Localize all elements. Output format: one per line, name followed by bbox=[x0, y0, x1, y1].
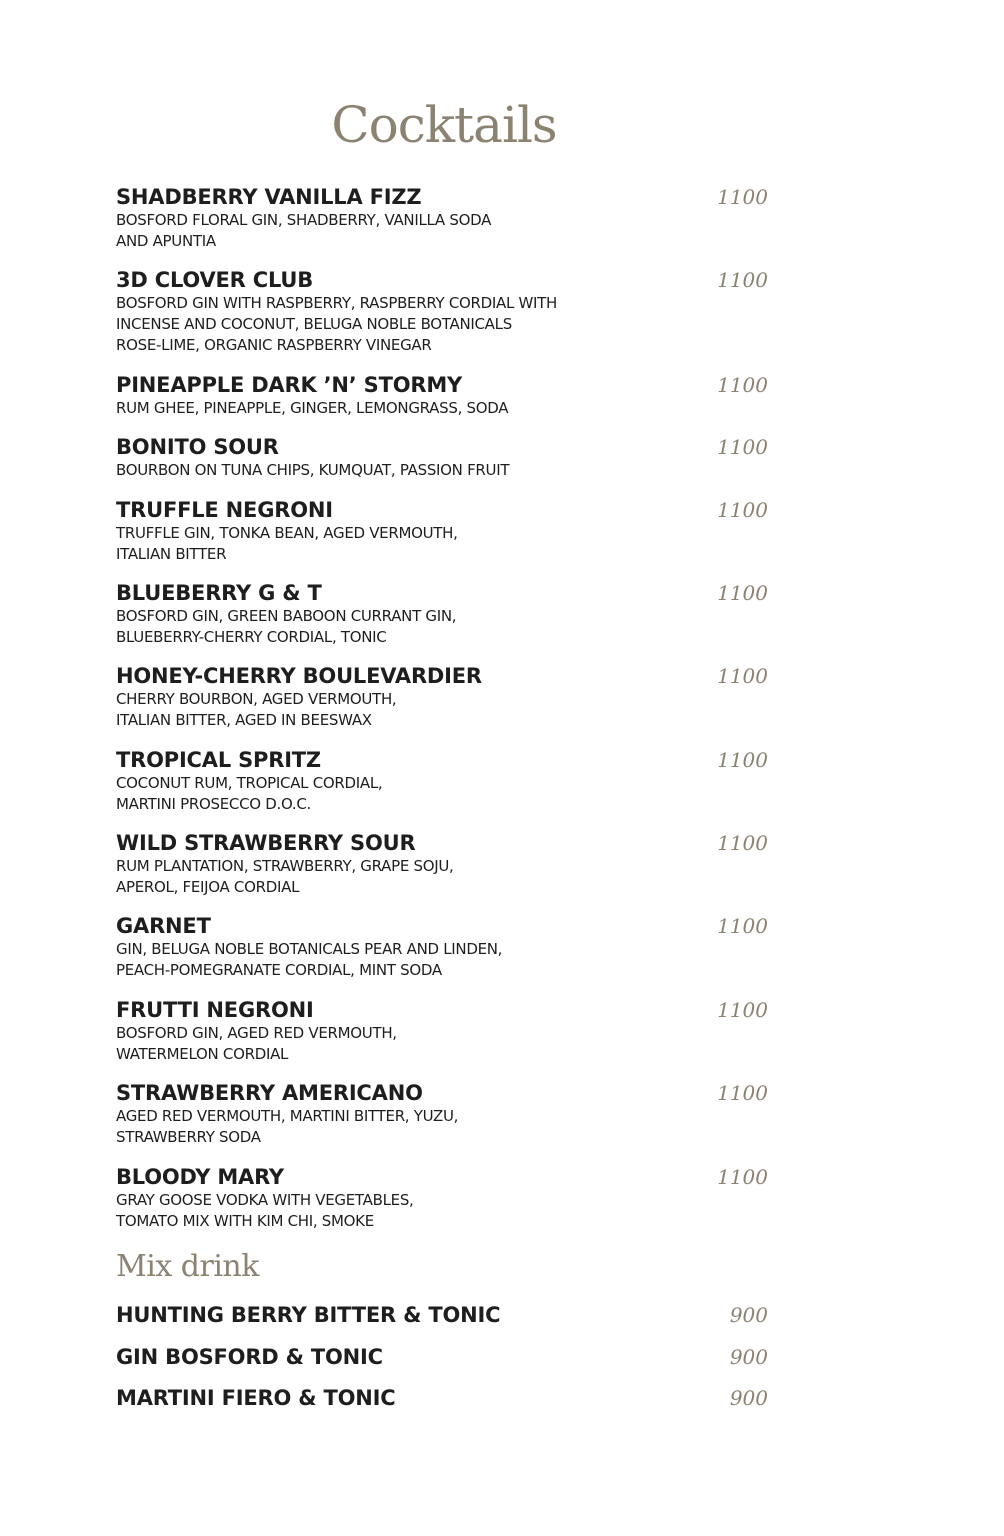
item-description: BOSFORD GIN, GREEN BABOON CURRANT GIN, BLUEBERRY-CHERRY CORDIAL, TONIC bbox=[116, 607, 457, 646]
item-price: 1100 bbox=[717, 914, 768, 938]
item-price: 900 bbox=[729, 1386, 768, 1410]
item-price: 1100 bbox=[717, 748, 768, 772]
item-price: 1100 bbox=[717, 1081, 768, 1105]
item-price: 1100 bbox=[717, 268, 768, 292]
item-name: HUNTING BERRY BITTER & TONIC bbox=[116, 1303, 501, 1327]
item-name: BLOODY MARY bbox=[116, 1165, 284, 1189]
menu-item bbox=[116, 581, 768, 648]
item-price: 1100 bbox=[717, 664, 768, 688]
item-price: 1100 bbox=[717, 435, 768, 459]
menu-item bbox=[116, 373, 768, 419]
mix-drink-item bbox=[116, 1303, 768, 1327]
item-name: TRUFFLE NEGRONI bbox=[116, 498, 333, 522]
page-title: Cocktails bbox=[331, 96, 557, 154]
menu-item bbox=[116, 1081, 768, 1148]
item-description: CHERRY BOURBON, AGED VERMOUTH, ITALIAN BITTER, AGED IN BEESWAX bbox=[116, 690, 397, 729]
item-description: RUM PLANTATION, STRAWBERRY, GRAPE SOJU, APEROL, FEIJOA CORDIAL bbox=[116, 857, 454, 896]
item-price: 1100 bbox=[717, 831, 768, 855]
item-name: GARNET bbox=[116, 914, 211, 938]
item-description: TRUFFLE GIN, TONKA BEAN, AGED VERMOUTH, ITALIAN BITTER bbox=[116, 524, 458, 563]
item-name: BONITO SOUR bbox=[116, 435, 279, 459]
menu-item bbox=[116, 914, 768, 981]
item-price: 900 bbox=[729, 1345, 768, 1369]
item-price: 900 bbox=[729, 1303, 768, 1327]
menu-item bbox=[116, 268, 768, 356]
item-name: SHADBERRY VANILLA FIZZ bbox=[116, 185, 422, 209]
menu-item bbox=[116, 435, 768, 481]
item-name: FRUTTI NEGRONI bbox=[116, 998, 314, 1022]
item-description: GRAY GOOSE VODKA WITH VEGETABLES, TOMATO MIX WITH KIM CHI, SMOKE bbox=[116, 1191, 414, 1230]
menu-item bbox=[116, 748, 768, 815]
menu-item bbox=[116, 664, 768, 731]
item-name: STRAWBERRY AMERICANO bbox=[116, 1081, 423, 1105]
item-price: 1100 bbox=[717, 185, 768, 209]
menu-item bbox=[116, 831, 768, 898]
item-name: MARTINI FIERO & TONIC bbox=[116, 1386, 396, 1410]
item-name: BLUEBERRY G & T bbox=[116, 581, 322, 605]
item-name: HONEY-CHERRY BOULEVARDIER bbox=[116, 664, 482, 688]
item-description: GIN, BELUGA NOBLE BOTANICALS PEAR AND LINDEN, PEACH-POMEGRANATE CORDIAL, MINT SODA bbox=[116, 940, 503, 979]
item-description: COCONUT RUM, TROPICAL CORDIAL, MARTINI PROSECCO D.O.C. bbox=[116, 774, 383, 813]
item-description: BOURBON ON TUNA CHIPS, KUMQUAT, PASSION FRUIT bbox=[116, 461, 510, 479]
item-name: GIN BOSFORD & TONIC bbox=[116, 1345, 383, 1369]
item-name: WILD STRAWBERRY SOUR bbox=[116, 831, 416, 855]
mix-drink-item bbox=[116, 1386, 768, 1410]
item-description: RUM GHEE, PINEAPPLE, GINGER, LEMONGRASS, SODA bbox=[116, 399, 509, 417]
item-name: 3D CLOVER CLUB bbox=[116, 268, 314, 292]
item-name: PINEAPPLE DARK ’N’ STORMY bbox=[116, 373, 463, 397]
item-name: TROPICAL SPRITZ bbox=[116, 748, 321, 772]
section-title-mix-drink: Mix drink bbox=[116, 1249, 259, 1284]
item-price: 1100 bbox=[717, 373, 768, 397]
item-description: BOSFORD GIN WITH RASPBERRY, RASPBERRY CORDIAL WITH INCENSE AND COCONUT, BELUGA NOBLE BOTANICALS ROSE-LIME, ORGANIC RASPBERRY VINEGAR bbox=[116, 294, 558, 354]
mix-drink-item bbox=[116, 1345, 768, 1369]
item-price: 1100 bbox=[717, 498, 768, 522]
item-price: 1100 bbox=[717, 998, 768, 1022]
item-description: BOSFORD FLORAL GIN, SHADBERRY, VANILLA SODA AND APUNTIA bbox=[116, 211, 492, 250]
item-price: 1100 bbox=[717, 1165, 768, 1189]
menu-item bbox=[116, 185, 768, 252]
menu-item bbox=[116, 1165, 768, 1232]
menu-item bbox=[116, 998, 768, 1065]
item-description: BOSFORD GIN, AGED RED VERMOUTH, WATERMELON CORDIAL bbox=[116, 1024, 397, 1063]
item-price: 1100 bbox=[717, 581, 768, 605]
menu-item bbox=[116, 498, 768, 565]
item-description: AGED RED VERMOUTH, MARTINI BITTER, YUZU, STRAWBERRY SODA bbox=[116, 1107, 459, 1146]
